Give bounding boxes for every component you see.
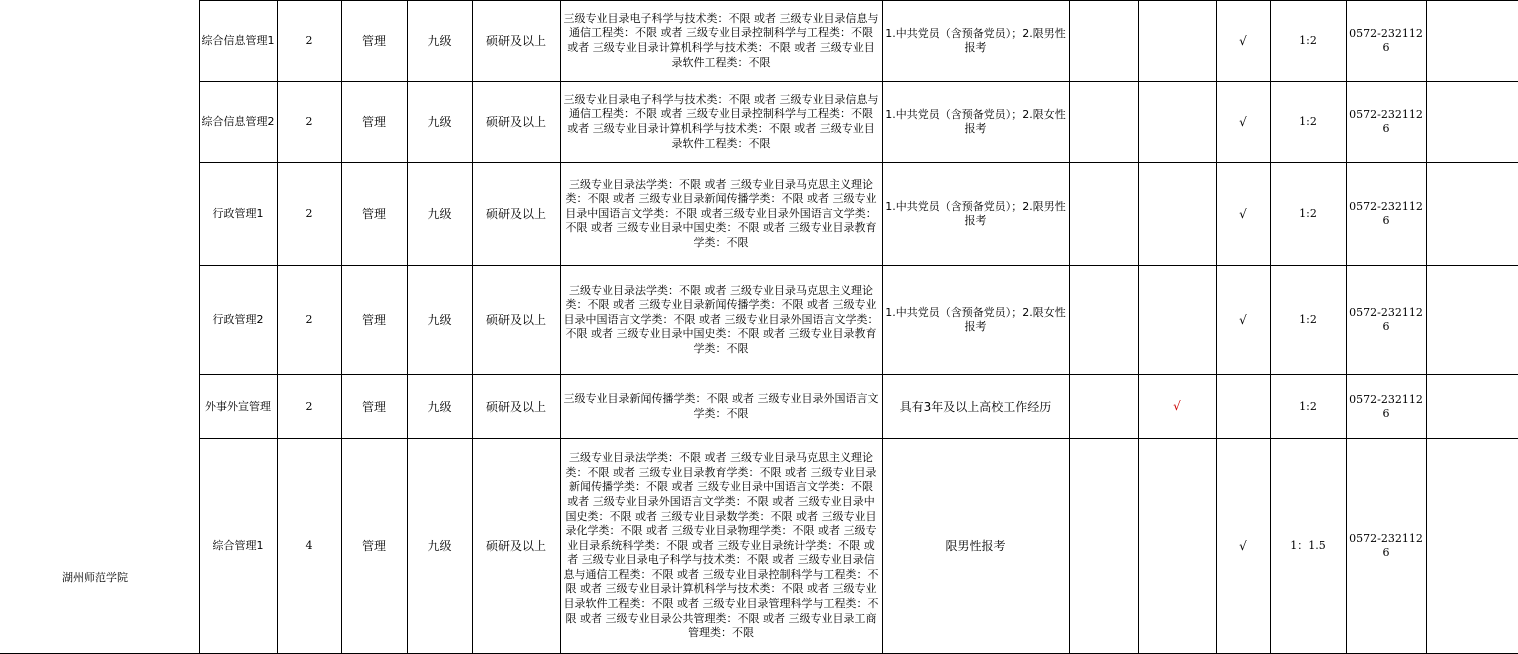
position-cell: 综合管理1 <box>199 439 277 654</box>
education-cell: 硕研及以上 <box>472 82 560 163</box>
count-cell: 2 <box>277 375 341 439</box>
check-cell-b <box>1138 266 1216 375</box>
count-cell: 2 <box>277 163 341 266</box>
category-cell: 管理 <box>341 82 407 163</box>
position-cell: 外事外宣管理 <box>199 375 277 439</box>
remark-cell <box>1426 439 1518 654</box>
ratio-cell: 1:2 <box>1270 163 1346 266</box>
major-cell: 三级专业目录法学类：不限 或者 三级专业目录马克思主义理论类：不限 或者 三级专业目录新闻传播学类：不限 或者 三级专业目录中国语言文学类：不限 或者 三级专业目录外国语言文学类：不限 或者 三级专业目录中国史类：不限 或者 三级专业目录教育学类：不限 <box>560 266 882 375</box>
check-mark-icon: √ <box>1239 206 1247 221</box>
remark-cell <box>1426 1 1518 82</box>
education-cell: 硕研及以上 <box>472 439 560 654</box>
check-cell-c <box>1216 439 1270 654</box>
blank-cell-a <box>1069 439 1138 654</box>
category-cell: 管理 <box>341 1 407 82</box>
level-cell: 九级 <box>407 266 472 375</box>
phone-cell: 0572-2321126 <box>1346 439 1426 654</box>
remark-cell <box>1426 82 1518 163</box>
major-cell: 三级专业目录电子科学与技术类：不限 或者 三级专业目录信息与通信工程类：不限 或者 三级专业目录控制科学与工程类：不限 或者 三级专业目录计算机科学与技术类：不限 或者 三级专业目录软件工程类：不限 <box>560 82 882 163</box>
unit-name-cell: 湖州师范学院 <box>0 1 199 654</box>
count-cell: 2 <box>277 82 341 163</box>
level-cell: 九级 <box>407 375 472 439</box>
check-cell-b <box>1138 439 1216 654</box>
education-cell: 硕研及以上 <box>472 375 560 439</box>
check-cell-c <box>1216 266 1270 375</box>
condition-cell: 1.中共党员（含预备党员）；2.限女性报考 <box>882 82 1069 163</box>
ratio-cell: 1:2 <box>1270 82 1346 163</box>
phone-cell: 0572-2321126 <box>1346 375 1426 439</box>
check-cell-c <box>1216 1 1270 82</box>
category-cell: 管理 <box>341 163 407 266</box>
ratio-cell: 1:2 <box>1270 375 1346 439</box>
position-cell: 综合信息管理1 <box>199 1 277 82</box>
check-cell-c <box>1216 82 1270 163</box>
phone-cell: 0572-2321126 <box>1346 82 1426 163</box>
table-row[interactable] <box>0 1 1518 82</box>
check-cell-b <box>1138 163 1216 266</box>
condition-cell: 限男性报考 <box>882 439 1069 654</box>
major-cell: 三级专业目录新闻传播学类：不限 或者 三级专业目录外国语言文学类：不限 <box>560 375 882 439</box>
level-cell: 九级 <box>407 439 472 654</box>
position-cell: 行政管理1 <box>199 163 277 266</box>
level-cell: 九级 <box>407 1 472 82</box>
phone-cell: 0572-2321126 <box>1346 163 1426 266</box>
level-cell: 九级 <box>407 82 472 163</box>
condition-cell: 具有3年及以上高校工作经历 <box>882 375 1069 439</box>
remark-cell <box>1426 163 1518 266</box>
ratio-cell: 1:2 <box>1270 266 1346 375</box>
table-row[interactable] <box>0 375 1518 439</box>
category-cell: 管理 <box>341 266 407 375</box>
check-cell-b <box>1138 82 1216 163</box>
education-cell: 硕研及以上 <box>472 266 560 375</box>
blank-cell-a <box>1069 163 1138 266</box>
condition-cell: 1.中共党员（含预备党员）；2.限男性报考 <box>882 1 1069 82</box>
check-cell-b <box>1138 1 1216 82</box>
check-mark-icon: √ <box>1173 399 1181 413</box>
major-cell: 三级专业目录法学类：不限 或者 三级专业目录马克思主义理论类：不限 或者 三级专业目录教育学类：不限 或者 三级专业目录新闻传播学类：不限 或者 三级专业目录中国语言文学类：不限 或者 三级专业目录外国语言文学类：不限 或者 三级专业目录中国史类：不限 或者 三级专业目录数学类：不限 或者 三级专业目录化学类：不限 或者 三级专业目录物理学类：不限 或者 三级专业目录系统科学类：不限 或者 三级专业目录统计学类：不限 或者 三级专业目录电子科学与技术类：不限 或者 三级专业目录信息与通信工程类：不限 或者 三级专业目录控制科学与工程类：不限 或者 三级专业目录计算机科学与技术类：不限 或者 三级专业目录软件工程类：不限 或者 三级专业目录管理科学与工程类：不限 或者 三级专业目录公共管理类：不限 或者 三级专业目录工商管理类：不限 <box>560 439 882 654</box>
category-cell: 管理 <box>341 375 407 439</box>
category-cell: 管理 <box>341 439 407 654</box>
phone-cell: 0572-2321126 <box>1346 1 1426 82</box>
check-mark-icon: √ <box>1239 312 1247 327</box>
education-cell: 硕研及以上 <box>472 163 560 266</box>
remark-cell <box>1426 375 1518 439</box>
major-cell: 三级专业目录电子科学与技术类：不限 或者 三级专业目录信息与通信工程类：不限 或者 三级专业目录控制科学与工程类：不限 或者 三级专业目录计算机科学与技术类：不限 或者 三级专业目录软件工程类：不限 <box>560 1 882 82</box>
major-cell: 三级专业目录法学类：不限 或者 三级专业目录马克思主义理论类：不限 或者 三级专业目录新闻传播学类：不限 或者 三级专业目录中国语言文学类：不限 或者三级专业目录外国语言文学类：不限 或者 三级专业目录中国史类：不限 或者 三级专业目录教育学类：不限 <box>560 163 882 266</box>
count-cell: 2 <box>277 1 341 82</box>
table-row[interactable] <box>0 439 1518 654</box>
education-cell: 硕研及以上 <box>472 1 560 82</box>
remark-cell <box>1426 266 1518 375</box>
blank-cell-a <box>1069 266 1138 375</box>
check-cell-b <box>1138 375 1216 439</box>
phone-cell: 0572-2321126 <box>1346 266 1426 375</box>
count-cell: 2 <box>277 266 341 375</box>
check-mark-icon: √ <box>1239 114 1247 129</box>
table-row[interactable] <box>0 266 1518 375</box>
check-cell-c <box>1216 163 1270 266</box>
condition-cell: 1.中共党员（含预备党员）；2.限女性报考 <box>882 266 1069 375</box>
blank-cell-a <box>1069 375 1138 439</box>
position-cell: 综合信息管理2 <box>199 82 277 163</box>
position-cell: 行政管理2 <box>199 266 277 375</box>
blank-cell-a <box>1069 1 1138 82</box>
count-cell: 4 <box>277 439 341 654</box>
blank-cell-a <box>1069 82 1138 163</box>
check-mark-icon: √ <box>1239 33 1247 48</box>
condition-cell: 1.中共党员（含预备党员）；2.限男性报考 <box>882 163 1069 266</box>
ratio-cell: 1:2 <box>1270 1 1346 82</box>
level-cell: 九级 <box>407 163 472 266</box>
table-row[interactable] <box>0 163 1518 266</box>
check-cell-c <box>1216 375 1270 439</box>
check-mark-icon: √ <box>1239 538 1247 553</box>
ratio-cell: 1：1.5 <box>1270 439 1346 654</box>
table-row[interactable] <box>0 82 1518 163</box>
